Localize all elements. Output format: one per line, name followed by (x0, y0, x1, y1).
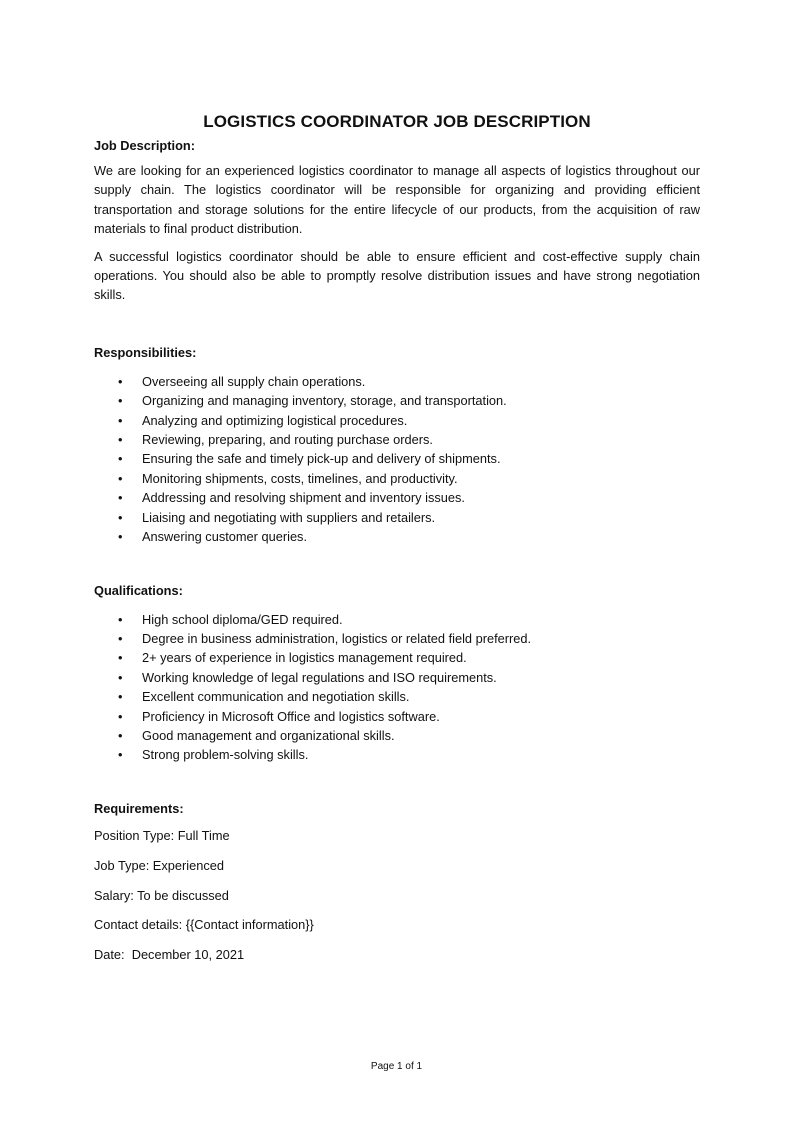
list-item (94, 629, 700, 648)
bullet-icon: • (118, 669, 123, 685)
bullet-icon: • (118, 708, 123, 724)
job-description-paragraph-1: We are looking for an experienced logistics coordinator to manage all aspects of logistics throughout our supply chain. The logistics coordinator will be responsible for organizing and providing efficient transportation and storage solutions for the entire lifecycle of our products, from the acquisition of raw materials to final product distribution. (94, 163, 700, 237)
list-item-text: Overseeing all supply chain operations. (142, 373, 366, 389)
list-item (94, 449, 700, 468)
responsibilities-list (94, 372, 700, 547)
document-body (94, 112, 700, 975)
list-item-text: Reviewing, preparing, and routing purchase orders. (142, 432, 433, 448)
bullet-icon: • (118, 650, 123, 666)
bullet-icon: • (118, 393, 123, 409)
bullet-icon: • (118, 529, 123, 545)
bullet-icon: • (118, 412, 123, 428)
list-item-text: Liaising and negotiating with suppliers and retailers. (142, 509, 436, 525)
responsibilities-heading: Responsibilities: (94, 344, 197, 360)
position-type-line: Position Type: Full Time (94, 827, 230, 843)
bullet-icon: • (118, 630, 123, 646)
list-item (94, 668, 700, 687)
list-item-text: Degree in business administration, logistics or related field preferred. (142, 630, 532, 646)
bullet-icon: • (118, 727, 123, 743)
bullet-icon: • (118, 747, 123, 763)
qualifications-heading: Qualifications: (94, 582, 183, 598)
bullet-icon: • (118, 451, 123, 467)
job-description-heading: Job Description: (94, 138, 195, 153)
list-item (94, 372, 700, 391)
list-item-text: Answering customer queries. (142, 529, 308, 545)
list-item (94, 687, 700, 706)
list-item (94, 527, 700, 546)
list-item (94, 391, 700, 410)
bullet-icon: • (118, 509, 123, 525)
list-item-text: Organizing and managing inventory, storage, and transportation. (142, 393, 507, 409)
qualifications-list (94, 610, 700, 765)
list-item-text: Working knowledge of legal regulations and ISO requirements. (142, 669, 497, 685)
list-item (94, 469, 700, 488)
list-item (94, 648, 700, 667)
list-item (94, 745, 700, 764)
bullet-icon: • (118, 470, 123, 486)
job-description-paragraph-2: A successful logistics coordinator should be able to ensure efficient and cost-effective supply chain operations. You should also be able to promptly resolve distribution issues and have strong negotiation skills. (94, 248, 700, 303)
list-item (94, 411, 700, 430)
bullet-icon: • (118, 373, 123, 389)
requirements-heading: Requirements: (94, 800, 184, 816)
list-item (94, 488, 700, 507)
list-item (94, 430, 700, 449)
list-item (94, 610, 700, 629)
list-item-text: 2+ years of experience in logistics management required. (142, 650, 467, 666)
list-item-text: Proficiency in Microsoft Office and logistics software. (142, 708, 440, 724)
bullet-icon: • (118, 490, 123, 506)
list-item-text: Addressing and resolving shipment and inventory issues. (142, 490, 465, 506)
list-item-text: High school diploma/GED required. (142, 611, 343, 627)
date-line: Date: December 10, 2021 (94, 947, 245, 963)
bullet-icon: • (118, 611, 123, 627)
contact-details-line: Contact details: {{Contact information}} (94, 917, 314, 933)
document-title: LOGISTICS COORDINATOR JOB DESCRIPTION (203, 112, 591, 131)
bullet-icon: • (118, 689, 123, 705)
list-item-text: Monitoring shipments, costs, timelines, and productivity. (142, 470, 458, 486)
list-item-text: Strong problem-solving skills. (142, 747, 309, 763)
job-type-line: Job Type: Experienced (94, 857, 224, 873)
list-item (94, 707, 700, 726)
bullet-icon: • (118, 432, 123, 448)
page-number-footer: Page 1 of 1 (370, 1061, 423, 1072)
list-item (94, 726, 700, 745)
list-item-text: Excellent communication and negotiation skills. (142, 689, 410, 705)
list-item (94, 508, 700, 527)
list-item-text: Analyzing and optimizing logistical procedures. (142, 412, 408, 428)
list-item-text: Ensuring the safe and timely pick-up and delivery of shipments. (142, 451, 501, 467)
list-item-text: Good management and organizational skills. (142, 727, 395, 743)
salary-line: Salary: To be discussed (94, 887, 229, 903)
